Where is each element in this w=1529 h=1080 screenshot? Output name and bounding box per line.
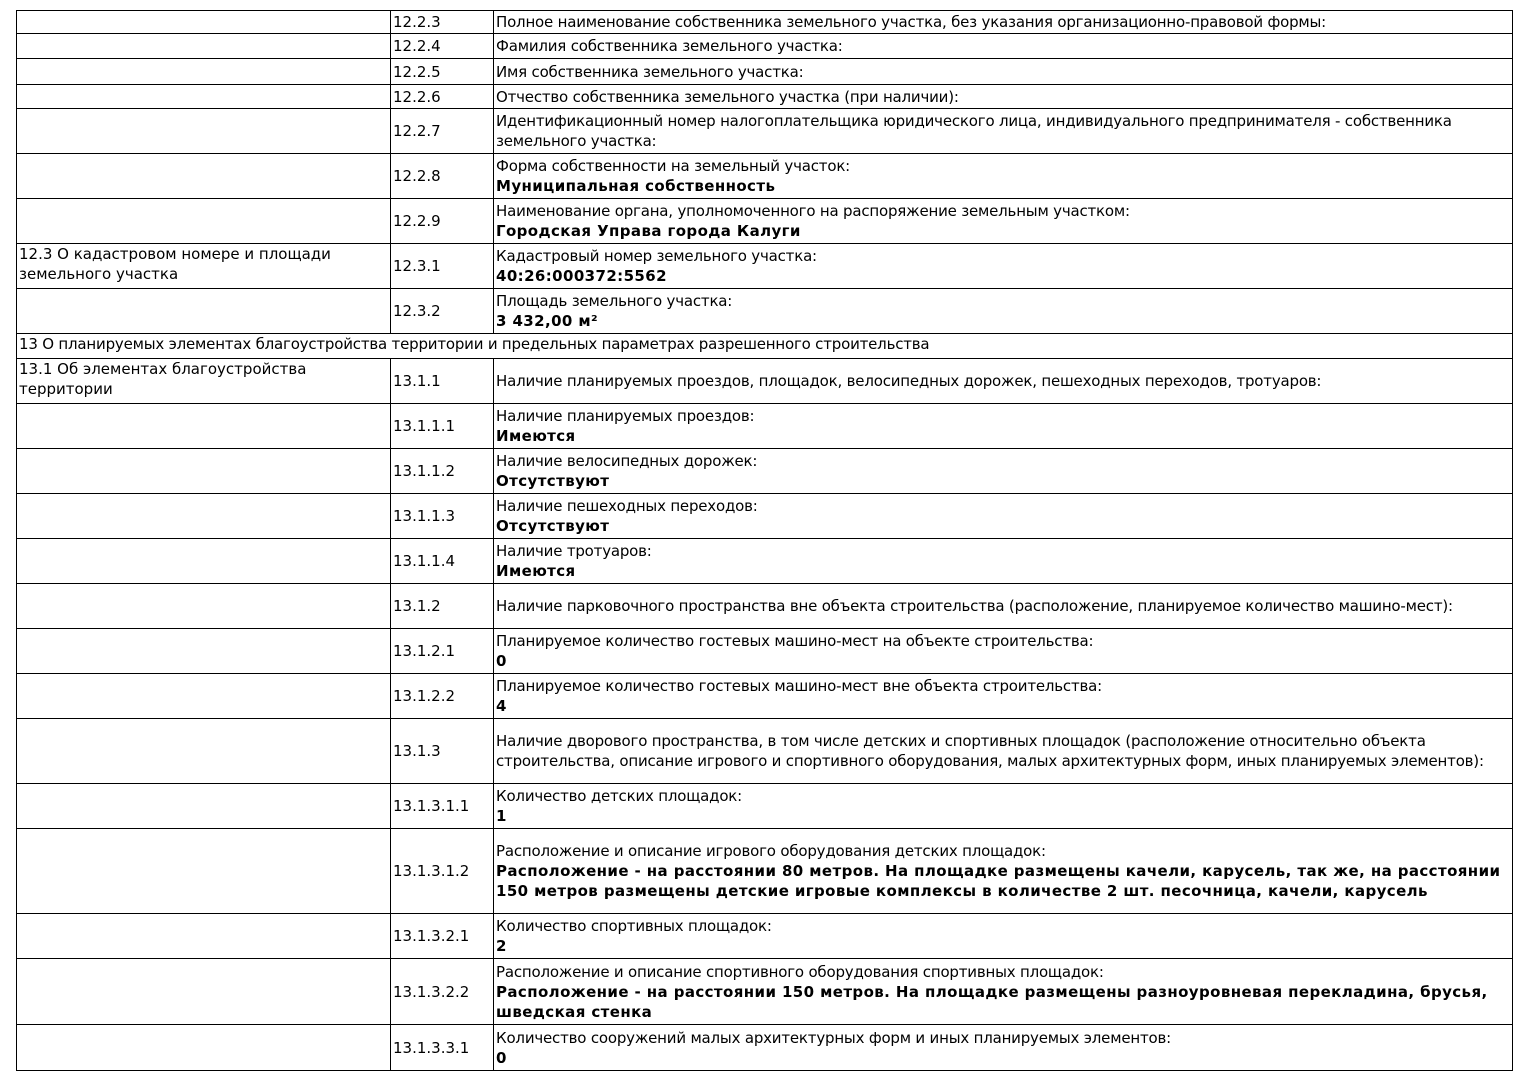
item-number: 12.2.5 [391,59,494,85]
item-number: 12.3.1 [391,244,494,289]
section-cell: 13.1 Об элементах благоустройства территории [17,359,391,404]
item-number: 12.2.8 [391,154,494,199]
section-cell [17,539,391,584]
table-row [17,59,1513,85]
item-value: Отсутствуют [496,472,610,490]
item-cell [494,719,1513,784]
item-number: 13.1.1.4 [391,539,494,584]
item-number: 12.3.2 [391,289,494,334]
table-row [17,494,1513,539]
item-value: 3 432,00 м² [496,312,598,330]
item-cell [494,154,1513,199]
table-row [17,719,1513,784]
item-value: Имеются [496,427,576,445]
section-cell [17,85,391,109]
item-cell [494,34,1513,59]
item-number: 13.1.2 [391,584,494,629]
item-cell [494,494,1513,539]
section-cell [17,109,391,154]
item-value: Отсутствуют [496,517,610,535]
section-cell [17,629,391,674]
item-label: Планируемое количество гостевых машино-мест вне объекта строительства: [496,677,1102,695]
section-cell [17,674,391,719]
item-number: 13.1.2.1 [391,629,494,674]
item-number: 13.1.3.1.2 [391,829,494,914]
section-cell [17,719,391,784]
item-label: Наличие парковочного пространства вне объекта строительства (расположение, планируемое количество машино-мест): [496,597,1453,615]
section-cell [17,199,391,244]
item-cell [494,674,1513,719]
item-value: 1 [496,807,507,825]
section-cell [17,959,391,1025]
section-cell [17,289,391,334]
item-label: Кадастровый номер земельного участка: [496,247,817,265]
item-label: Идентификационный номер налогоплательщика юридического лица, индивидуального предпринимателя - собственника земельного участка: [496,112,1452,150]
table-row [17,914,1513,959]
item-cell [494,829,1513,914]
table-row [17,11,1513,34]
item-value: 0 [496,1048,507,1067]
item-cell [494,539,1513,584]
document-table [16,10,1513,1071]
table-row [17,449,1513,494]
section-cell [17,404,391,449]
table-row [17,584,1513,629]
item-label: Планируемое количество гостевых машино-мест на объекте строительства: [496,632,1094,650]
section-heading-row [17,334,1513,359]
table-row [17,34,1513,59]
item-cell [494,629,1513,674]
item-number: 13.1.2.2 [391,674,494,719]
item-cell [494,584,1513,629]
item-label: Имя собственника земельного участка: [496,62,804,81]
item-number: 13.1.1.1 [391,404,494,449]
item-cell [494,449,1513,494]
table-row [17,784,1513,829]
item-label: Наличие велосипедных дорожек: [496,452,758,470]
table-row [17,199,1513,244]
table-row [17,289,1513,334]
table-row [17,244,1513,289]
item-label: Наличие пешеходных переходов: [496,497,758,515]
item-number: 13.1.3.3.1 [391,1025,494,1071]
item-value: Расположение - на расстоянии 80 метров. На площадке размещены качели, карусель, так же, на расстоянии 150 метров размещены детские игровые комплексы в количестве 2 шт. песочница, качели, карусель [496,862,1501,900]
item-cell [494,244,1513,289]
section-cell [17,449,391,494]
section-cell [17,1025,391,1071]
item-label: Наличие планируемых проездов: [496,407,755,425]
section-cell [17,584,391,629]
item-label: Площадь земельного участка: [496,292,733,310]
section-heading: 13 О планируемых элементах благоустройства территории и предельных параметрах разрешенного строительства [17,334,1513,359]
item-number: 13.1.3.2.2 [391,959,494,1025]
section-cell [17,59,391,85]
item-cell [494,85,1513,109]
item-value: 0 [496,652,507,670]
section-cell [17,11,391,34]
item-number: 12.2.4 [391,34,494,59]
item-label: Отчество собственника земельного участка (при наличии): [496,87,959,106]
section-cell [17,34,391,59]
item-value: Муниципальная собственность [496,177,776,195]
item-cell [494,289,1513,334]
section-cell [17,154,391,199]
section-cell: 12.3 О кадастровом номере и площади земельного участка [17,244,391,289]
item-label: Количество детских площадок: [496,787,743,805]
item-label: Количество спортивных площадок: [496,917,772,935]
item-label: Наличие планируемых проездов, площадок, велосипедных дорожек, пешеходных переходов, тротуаров: [496,372,1322,390]
item-cell [494,109,1513,154]
table-row [17,109,1513,154]
section-cell [17,784,391,829]
item-label: Форма собственности на земельный участок: [496,157,851,175]
item-cell [494,11,1513,34]
item-value: Расположение - на расстоянии 150 метров. На площадке размещены разноуровневая перекладина, брусья, шведская стенка [496,982,1488,1021]
item-cell [494,914,1513,959]
item-label: Расположение и описание спортивного оборудования спортивных площадок: [496,962,1104,981]
table-row [17,404,1513,449]
item-label: Фамилия собственника земельного участка: [496,37,843,55]
item-number: 13.1.3.1.1 [391,784,494,829]
item-number: 13.1.1.3 [391,494,494,539]
section-cell [17,914,391,959]
table-row [17,154,1513,199]
table-row [17,629,1513,674]
table-row [17,829,1513,914]
item-number: 13.1.3.2.1 [391,914,494,959]
item-label: Полное наименование собственника земельного участка, без указания организационно-правовой формы: [496,13,1326,31]
table-row [17,85,1513,109]
item-label: Наименование органа, уполномоченного на распоряжение земельным участком: [496,202,1130,220]
item-cell [494,1025,1513,1071]
table-row [17,959,1513,1025]
item-label: Наличие тротуаров: [496,542,652,560]
section-cell [17,829,391,914]
item-number: 13.1.1.2 [391,449,494,494]
item-number: 13.1.3 [391,719,494,784]
item-value: 4 [496,697,507,715]
item-number: 12.2.6 [391,85,494,109]
item-cell [494,959,1513,1025]
item-number: 13.1.1 [391,359,494,404]
item-value: 40:26:000372:5562 [496,267,667,285]
item-label: Наличие дворового пространства, в том числе детских и спортивных площадок (расположение относительно объекта строительства, описание игрового и спортивного оборудования, малых архитектурных форм, иных планируемых элементов): [496,732,1484,770]
item-value: Городская Управа города Калуги [496,222,801,240]
table-row [17,359,1513,404]
item-label: Расположение и описание игрового оборудования детских площадок: [496,842,1046,860]
item-number: 12.2.7 [391,109,494,154]
section-cell [17,494,391,539]
item-number: 12.2.9 [391,199,494,244]
item-cell [494,59,1513,85]
table-row [17,1025,1513,1071]
item-number: 12.2.3 [391,11,494,34]
item-cell [494,359,1513,404]
item-cell [494,784,1513,829]
table-row [17,674,1513,719]
item-value: Имеются [496,562,576,580]
item-value: 2 [496,937,507,955]
item-cell [494,199,1513,244]
item-cell [494,404,1513,449]
table-row [17,539,1513,584]
item-label: Количество сооружений малых архитектурных форм и иных планируемых элементов: [496,1028,1171,1047]
